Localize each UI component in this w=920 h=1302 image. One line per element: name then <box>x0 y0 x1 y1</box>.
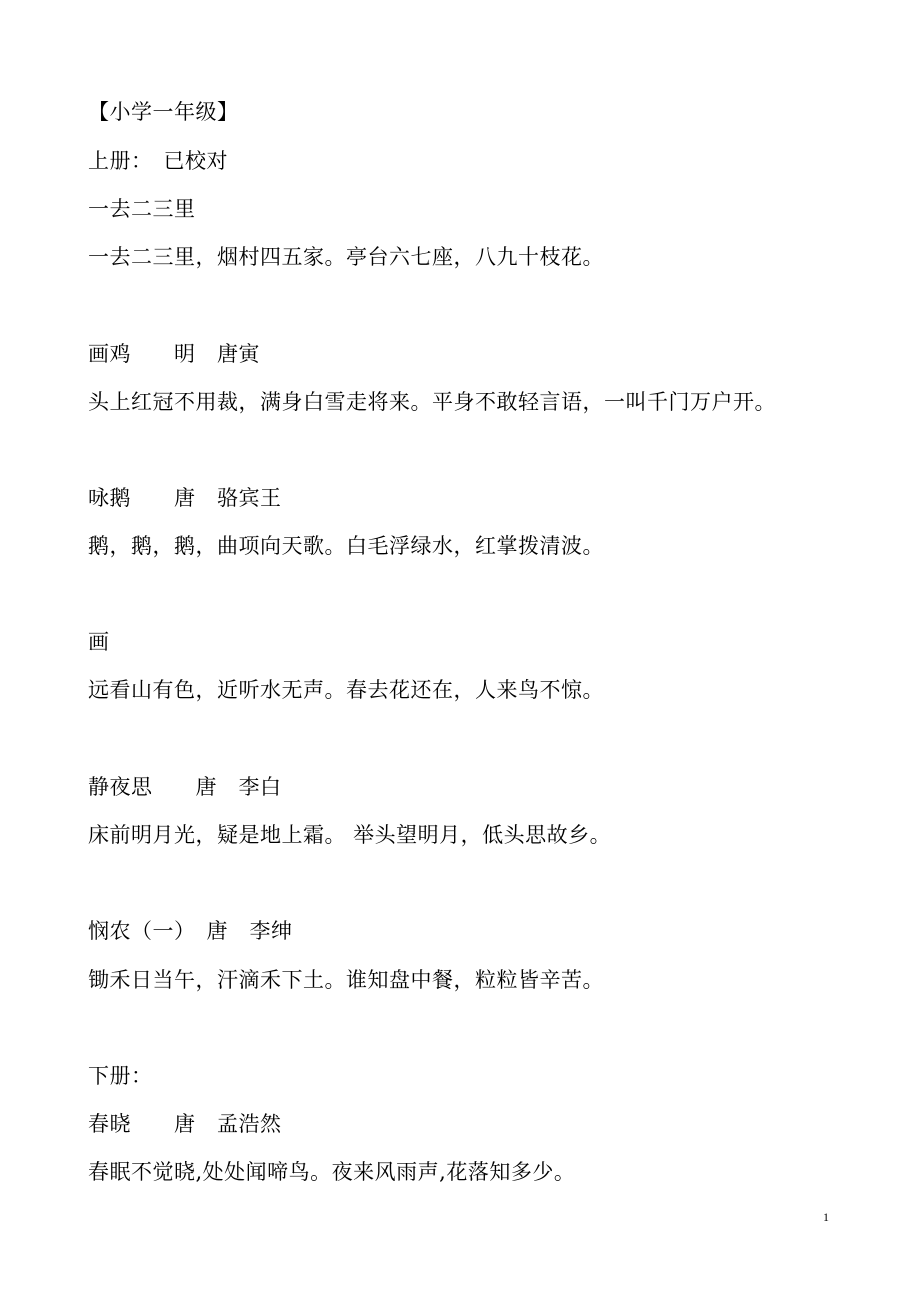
volume-2-label: 下册： <box>88 1064 153 1088</box>
poem-text: 头上红冠不用裁，满身白雪走将来。平身不敢轻言语，一叫千门万户开。 <box>88 390 776 414</box>
poem-title: 静夜思 唐 李白 <box>88 775 282 799</box>
poem-text: 一去二三里，烟村四五家。亭台六七座，八九十枝花。 <box>88 245 604 269</box>
poem-title: 咏鹅 唐 骆宾王 <box>88 486 282 510</box>
document-heading: 【小学一年级】 <box>88 100 239 124</box>
poem-text: 鹅，鹅，鹅，曲项向天歌。白毛浮绿水，红掌拨清波。 <box>88 534 604 558</box>
poem-title: 悯农（一） 唐 李绅 <box>88 919 293 943</box>
poem-title: 春晓 唐 孟浩然 <box>88 1112 282 1136</box>
page-number: 1 <box>823 1210 829 1224</box>
poem-text: 远看山有色，近听水无声。春去花还在，人来鸟不惊。 <box>88 678 604 702</box>
poem-title: 画 <box>88 630 110 654</box>
volume-1-label: 上册： 已校对 <box>88 149 228 173</box>
poem-text: 床前明月光，疑是地上霜。 举头望明月，低头思故乡。 <box>88 823 612 847</box>
poem-text: 春眠不觉晓,处处闻啼鸟。夜来风雨声,花落知多少。 <box>88 1160 576 1184</box>
poem-title: 画鸡 明 唐寅 <box>88 342 260 366</box>
poem-text: 锄禾日当午，汗滴禾下土。谁知盘中餐，粒粒皆辛苦。 <box>88 968 604 992</box>
poem-title: 一去二三里 <box>88 197 196 221</box>
